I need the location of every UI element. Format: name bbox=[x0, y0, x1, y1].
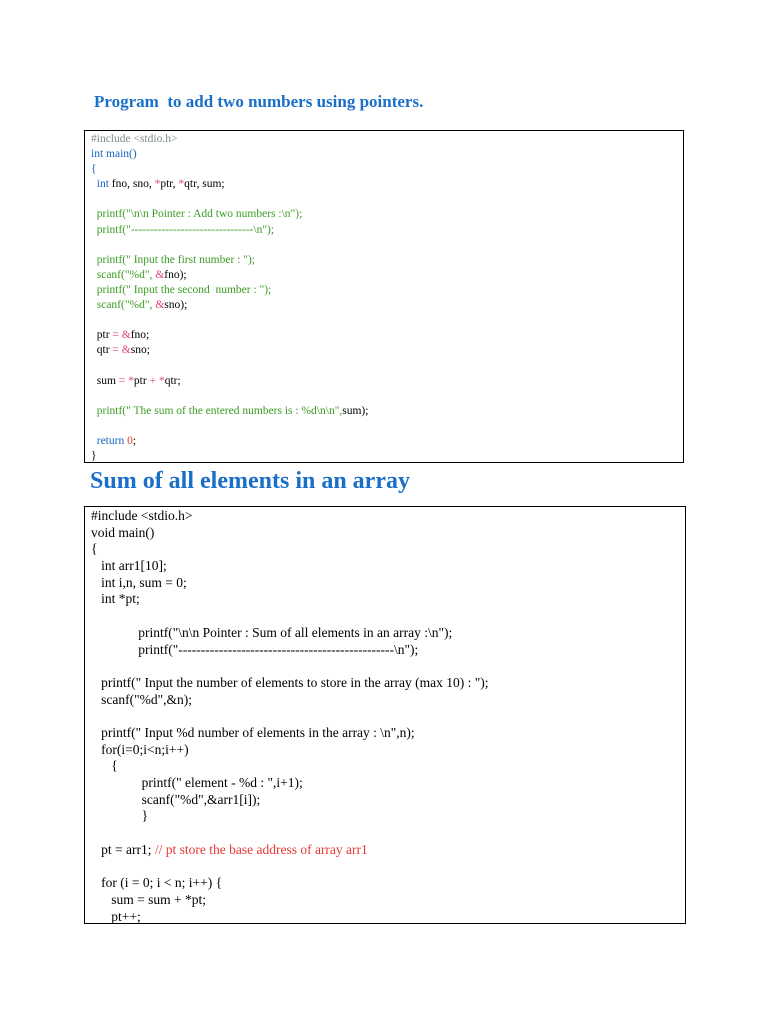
code-token: sum bbox=[91, 374, 119, 387]
code-token: fno, sno, bbox=[108, 178, 155, 191]
code-line bbox=[91, 692, 489, 709]
code-token: sno; bbox=[130, 344, 150, 357]
code-line bbox=[91, 758, 489, 775]
code-token: ptr bbox=[133, 374, 150, 387]
code-listing bbox=[91, 508, 489, 924]
code-line bbox=[91, 449, 368, 463]
code-token: pt++; bbox=[91, 908, 141, 924]
code-token: * bbox=[178, 178, 185, 191]
code-block-add-pointers bbox=[84, 130, 684, 463]
code-token: main() bbox=[103, 148, 137, 161]
code-token: scanf("%d",&arr1[i]); bbox=[91, 791, 261, 807]
code-token: printf(" element - %d : ",i+1); bbox=[91, 775, 303, 790]
code-token: int bbox=[91, 148, 104, 161]
code-token: void main() bbox=[91, 524, 155, 540]
code-token: return bbox=[96, 434, 125, 447]
code-token: int *pt; bbox=[91, 591, 140, 607]
code-token: } bbox=[91, 449, 97, 462]
code-line bbox=[91, 675, 489, 692]
code-line bbox=[91, 558, 489, 575]
code-token: #include <stdio.h> bbox=[91, 133, 178, 145]
code-token: printf("\n\n Pointer : Add two numbers :\n"); bbox=[91, 208, 303, 221]
code-token: scanf("%d", bbox=[91, 299, 156, 312]
code-token: pt = arr1; bbox=[91, 841, 155, 857]
code-token: #include <stdio.h> bbox=[91, 508, 193, 523]
code-line bbox=[91, 708, 489, 725]
code-line bbox=[91, 223, 368, 238]
code-line bbox=[91, 808, 489, 825]
section-title-array-sum: Sum of all elements in an array bbox=[90, 468, 410, 494]
code-line bbox=[91, 742, 489, 759]
code-token: printf("------------------------------------------------\n"); bbox=[91, 641, 419, 657]
code-token: int bbox=[96, 178, 109, 191]
code-line bbox=[91, 177, 368, 192]
code-token: qtr; bbox=[164, 374, 181, 387]
code-line bbox=[91, 132, 368, 147]
code-token: * bbox=[154, 178, 161, 191]
code-token: { bbox=[91, 758, 118, 774]
code-line bbox=[91, 238, 368, 253]
code-token: ; bbox=[132, 434, 137, 447]
code-line bbox=[91, 825, 489, 842]
code-line bbox=[91, 207, 368, 222]
code-token: = & bbox=[112, 329, 131, 342]
code-token: & bbox=[155, 268, 165, 281]
code-line bbox=[91, 328, 368, 343]
code-token: qtr bbox=[91, 344, 113, 357]
code-line bbox=[91, 842, 489, 859]
code-line bbox=[91, 253, 368, 268]
code-line bbox=[91, 892, 489, 909]
code-line bbox=[91, 374, 368, 389]
code-line bbox=[91, 658, 489, 675]
code-token: scanf("%d", bbox=[91, 268, 156, 281]
code-line bbox=[91, 575, 489, 592]
code-line bbox=[91, 298, 368, 313]
code-line bbox=[91, 343, 368, 358]
code-line bbox=[91, 162, 368, 177]
code-token: sum = sum + *pt; bbox=[91, 891, 206, 907]
code-line bbox=[91, 625, 489, 642]
code-token: } bbox=[91, 808, 149, 824]
code-block-array-sum bbox=[84, 506, 686, 924]
code-token: sum); bbox=[342, 404, 369, 417]
code-line bbox=[91, 608, 489, 625]
code-line bbox=[91, 858, 489, 875]
code-line bbox=[91, 909, 489, 925]
code-line bbox=[91, 642, 489, 659]
code-line bbox=[91, 419, 368, 434]
code-token: printf(" The sum of the entered numbers is : %d\n\n", bbox=[91, 404, 343, 417]
code-token: & bbox=[155, 299, 165, 312]
code-line bbox=[91, 541, 489, 558]
code-line bbox=[91, 147, 368, 162]
code-line bbox=[91, 404, 368, 419]
code-token: scanf("%d",&n); bbox=[91, 691, 192, 707]
code-token: printf(" Input %d number of elements in the array : \n",n); bbox=[91, 724, 415, 740]
code-token: for(i=0;i<n;i++) bbox=[91, 741, 189, 757]
code-line bbox=[91, 434, 368, 449]
code-line bbox=[91, 313, 368, 328]
code-token: sno); bbox=[164, 299, 188, 312]
code-line bbox=[91, 389, 368, 404]
code-token: { bbox=[91, 163, 97, 176]
code-token: printf(" Input the second number : "); bbox=[91, 283, 272, 296]
code-line bbox=[91, 775, 489, 792]
code-token: printf("\n\n Pointer : Sum of all elements in an array :\n"); bbox=[91, 624, 453, 640]
code-line bbox=[91, 725, 489, 742]
code-token: = & bbox=[112, 344, 131, 357]
code-line bbox=[91, 358, 368, 373]
code-line bbox=[91, 591, 489, 608]
code-token: fno; bbox=[130, 329, 150, 342]
code-line bbox=[91, 268, 368, 283]
section-title-pointers: Program to add two numbers using pointers. bbox=[94, 92, 424, 111]
code-token: printf(" Input the first number : "); bbox=[91, 253, 255, 266]
code-token: 0 bbox=[127, 434, 133, 447]
code-line bbox=[91, 525, 489, 542]
code-token: int i,n, sum = 0; bbox=[91, 574, 187, 590]
code-line bbox=[91, 875, 489, 892]
code-listing bbox=[91, 132, 368, 463]
code-token: = * bbox=[118, 374, 134, 387]
code-token: printf("--------------------------------\n"); bbox=[91, 223, 275, 236]
code-token: + * bbox=[149, 374, 165, 387]
code-token: int arr1[10]; bbox=[91, 558, 167, 574]
code-line bbox=[91, 283, 368, 298]
code-token: { bbox=[91, 541, 98, 557]
code-token: printf(" Input the number of elements to store in the array (max 10) : "); bbox=[91, 674, 489, 690]
code-token: for (i = 0; i < n; i++) { bbox=[91, 875, 223, 891]
code-token: fno); bbox=[164, 268, 187, 281]
code-token: ptr, bbox=[160, 178, 179, 191]
code-line bbox=[91, 508, 489, 525]
code-token: // pt store the base address of array arr1 bbox=[154, 841, 368, 857]
code-line bbox=[91, 192, 368, 207]
code-token: ptr bbox=[91, 329, 113, 342]
code-line bbox=[91, 792, 489, 809]
code-token: qtr, sum; bbox=[184, 178, 225, 191]
